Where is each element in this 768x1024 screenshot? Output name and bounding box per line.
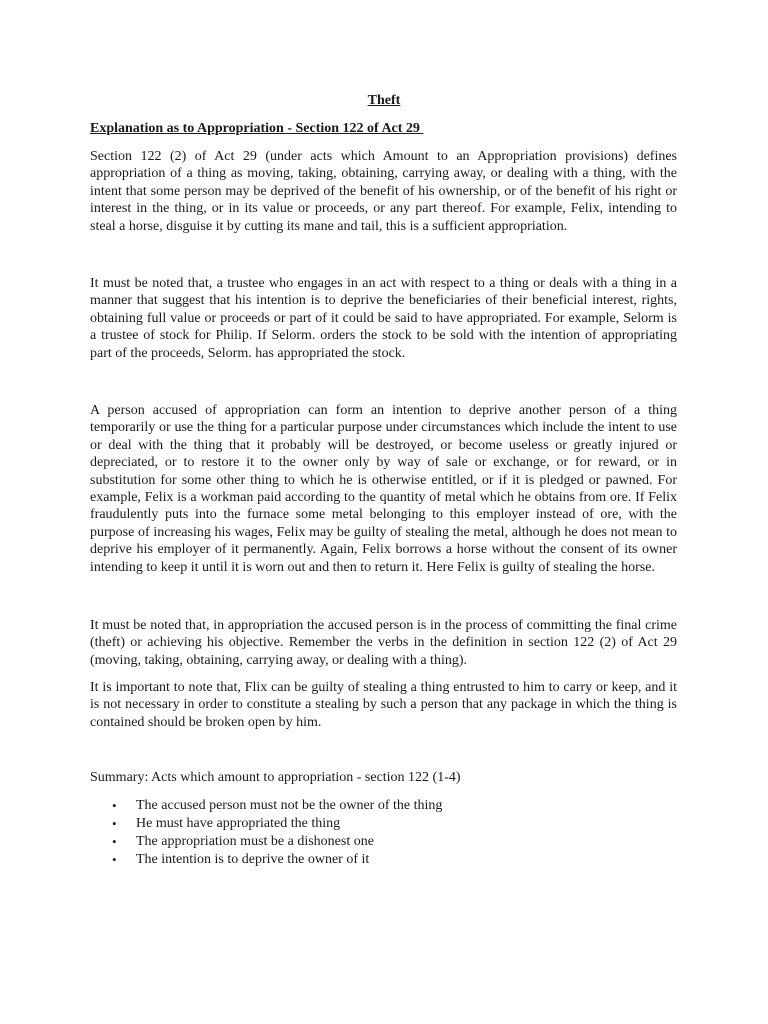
summary-bullet-list [90, 797, 442, 869]
list-item [90, 833, 442, 851]
list-item [90, 815, 442, 833]
list-item-text: The accused person must not be the owner of the thing [136, 798, 443, 813]
bullet-icon: • [112, 852, 117, 867]
paragraph-process-of-crime: It must be noted that, in appropriation the accused person is in the process of committing the final crime (theft) or achieving his objective. Remember the verbs in the definition in section 122 (2) of Act 29 (moving, taking, obtaining, carrying away, or dealing with a thing). [90, 618, 677, 668]
paragraph-entrusted-thing: It is important to note that, Flix can be guilty of stealing a thing entrusted to him to carry or keep, and it is not necessary in order to constitute a stealing by such a person that any package in which the thing is contained should be broken open by him. [90, 680, 677, 730]
list-item-text: The intention is to deprive the owner of it [136, 852, 370, 867]
document-title: Theft [367, 93, 401, 108]
paragraph-temporary-intention: A person accused of appropriation can form an intention to deprive another person of a thing temporarily or use the thing for a particular purpose under circumstances which include the intent to use or deal with the thing that it probably will be destroyed, or become useless or greatly injured or depreciated, or to restore it to the owner only by way of sale or exchange, or for reward, or in substitution for some other thing to which he is otherwise entitled, or if it is pledged or pawned. For example, Felix is a workman paid according to the quantity of metal which he obtains from ore. If Felix fraudulently puts into the furnace some metal belonging to this employer instead of ore, with the purpose of increasing his wages, Felix may be guilty of stealing the metal, although he does not mean to deprive his employer of it permanently. Again, Felix borrows a horse without the consent of its owner intending to keep it until it is worn out and then to return it. Here Felix is guilty of stealing the horse. [90, 403, 677, 575]
list-item-text: He must have appropriated the thing [136, 816, 341, 831]
list-item [90, 797, 442, 815]
paragraph-trustee: It must be noted that, a trustee who engages in an act with respect to a thing or deals with a thing in a manner that suggest that his intention is to deprive the beneficiaries of their beneficial interest, rights, obtaining full value or proceeds or part of it could be said to have appropriated. For example, Selorm is a trustee of stock for Philip. If Selorm. orders the stock to be sold with the intention of appropriating part of the proceeds, Selorm. has appropriated the stock. [90, 276, 677, 361]
paragraph-appropriation-definition: Section 122 (2) of Act 29 (under acts which Amount to an Appropriation provisions) defines appropriation of a thing as moving, taking, obtaining, carrying away, or dealing with a thing, with the intent that some person may be deprived of the benefit of his ownership, or of the benefit of his right or interest in the thing, or in its value or proceeds, or any part thereof. For example, Felix, intending to steal a horse, disguise it by cutting its mane and tail, this is a sufficient appropriation. [90, 149, 677, 234]
bullet-icon: • [112, 798, 117, 813]
section-subheading: Explanation as to Appropriation - Section 122 of Act 29 [90, 121, 424, 136]
bullet-icon: • [112, 816, 117, 831]
list-item [90, 851, 442, 869]
list-item-text: The appropriation must be a dishonest one [136, 834, 374, 849]
bullet-icon: • [112, 834, 117, 849]
summary-heading: Summary: Acts which amount to appropriation - section 122 (1-4) [90, 770, 461, 785]
